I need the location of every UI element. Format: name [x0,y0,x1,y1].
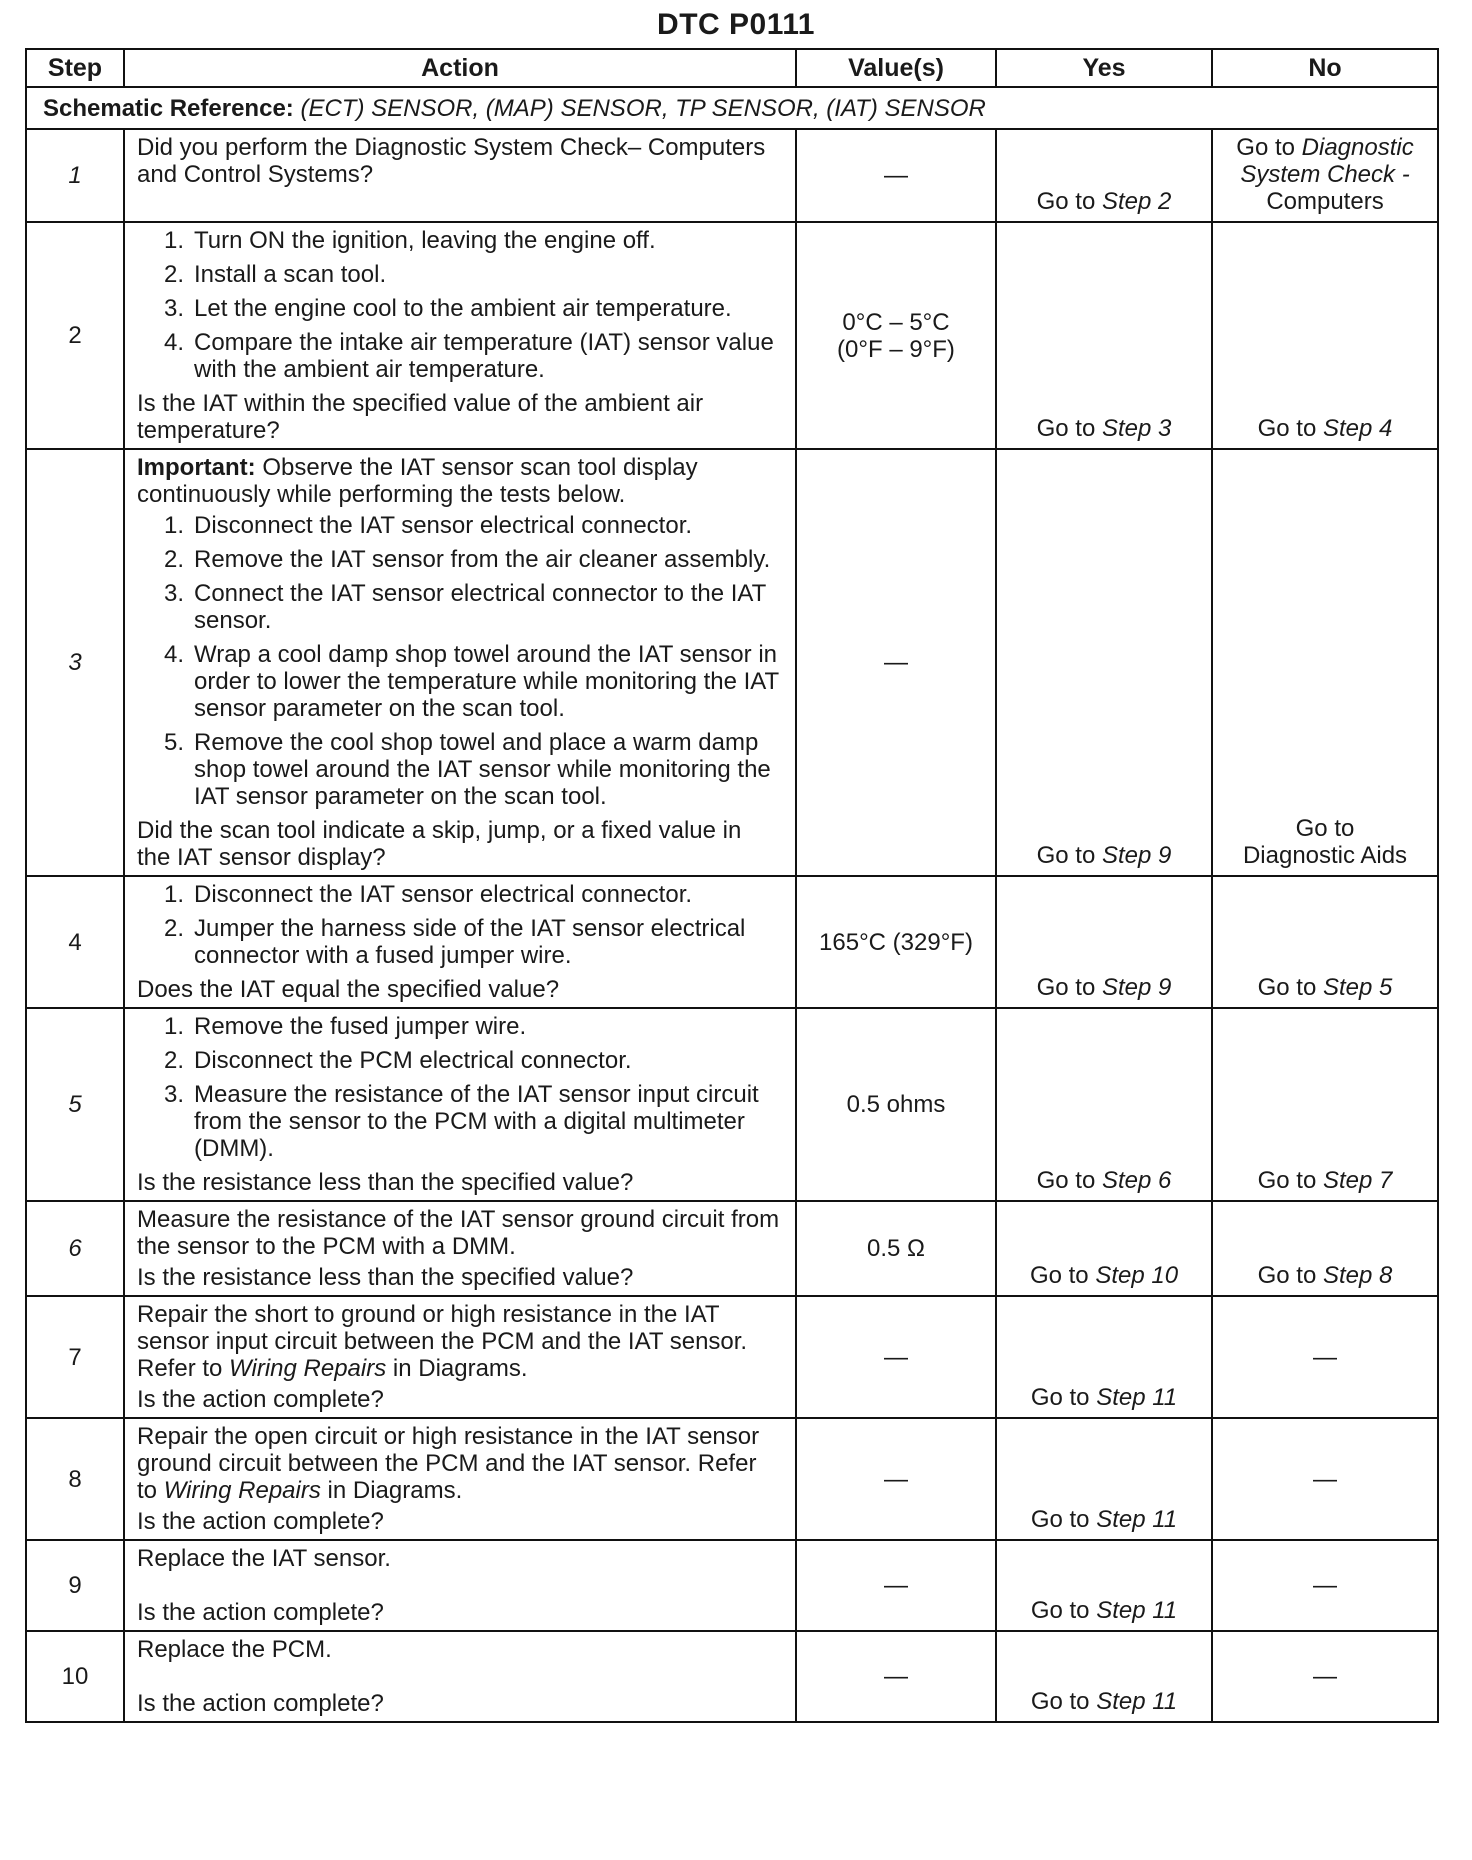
value-cell: — [796,1540,996,1631]
no-cell: Go to Step 8 [1212,1201,1438,1296]
action-text: Did you perform the Diagnostic System Check– Computers and Control Systems? [137,134,766,188]
action-question: Is the IAT within the specified value of the ambient air temperature? [137,390,704,444]
action-cell [124,876,796,1008]
no-link[interactable]: Step 5 [1322,974,1393,1001]
no-cell: Go to Step 4 [1212,222,1438,449]
value-cell: 0.5 Ω [796,1201,996,1296]
important-note: Important: Observe the IAT sensor scan tool display continuously while performing the tests below. [137,454,698,508]
step-number: 2 [26,222,124,449]
no-cell: — [1212,1631,1438,1722]
yes-link[interactable]: Step 6 [1101,1167,1172,1194]
action-cell [124,1296,796,1418]
action-steps: 1. Disconnect the IAT sensor electrical connector. 2. Remove the IAT sensor from the air cleaner assembly. 3. Connect the IAT sensor electrical connector to the IAT sensor. 4. Wrap a cool damp shop towel around the IAT sensor in order to lower the temperature while monitoring the IAT sensor parameter on the scan tool. 5. Remove the cool shop towel and place a warm damp shop towel around the IAT sensor while monitoring the IAT sensor parameter on the scan tool. [163,512,779,810]
table-header-row [26,49,1438,87]
action-cell [124,1631,796,1722]
yes-cell: Go to Step 11 [996,1296,1212,1418]
no-cell: — [1212,1296,1438,1418]
yes-cell: Go to Step 10 [996,1201,1212,1296]
yes-cell: Go to Step 6 [996,1008,1212,1201]
action-steps: 1. Turn ON the ignition, leaving the engine off. 2. Install a scan tool. 3. Let the engine cool to the ambient air temperature. 4. Compare the intake air temperature (IAT) sensor value with the ambient air temperature. [163,227,774,383]
value-cell: — [796,129,996,222]
no-link[interactable]: Diagnostic Aids [1242,842,1408,869]
no-cell: Go to Diagnostic System Check - Computers [1212,129,1438,222]
action-question: Is the action complete? [137,1508,384,1535]
yes-link[interactable]: Step 11 [1096,1384,1178,1411]
table-row [26,222,1438,449]
yes-link[interactable]: Step 10 [1095,1262,1179,1289]
action-question: Is the resistance less than the specified value? [137,1264,634,1291]
table-row [26,1201,1438,1296]
action-question: Is the action complete? [137,1690,384,1717]
action-cell [124,222,796,449]
table-row [26,449,1438,876]
yes-cell: Go to Step 11 [996,1540,1212,1631]
no-cell: Go to Step 5 [1212,876,1438,1008]
table-row [26,129,1438,222]
action-cell [124,1540,796,1631]
yes-link[interactable]: Step 3 [1101,415,1172,442]
no-cell: — [1212,1540,1438,1631]
step-number: 9 [26,1540,124,1631]
action-cell [124,1201,796,1296]
step-number: 1 [26,129,124,222]
action-text: Measure the resistance of the IAT sensor ground circuit from the sensor to the PCM with a DMM. [137,1206,780,1260]
value-cell: — [796,1631,996,1722]
value-cell: 0.5 ohms [796,1008,996,1201]
header-yes: Yes [996,49,1212,87]
header-step: Step [26,49,124,87]
action-text: Repair the open circuit or high resistance in the IAT sensor ground circuit between the PCM and the IAT sensor. Refer to Wiring Repairs in Diagrams. [137,1423,760,1504]
value-cell: — [796,1418,996,1540]
step-number: 6 [26,1201,124,1296]
header-action: Action [124,49,796,87]
action-question: Does the IAT equal the specified value? [137,976,560,1003]
action-text: Replace the PCM. [137,1636,332,1663]
step-number: 3 [26,449,124,876]
action-question: Is the action complete? [137,1599,384,1626]
yes-cell: Go to Step 9 [996,449,1212,876]
no-cell: Go to Diagnostic Aids [1212,449,1438,876]
yes-cell: Go to Step 3 [996,222,1212,449]
step-number: 10 [26,1631,124,1722]
yes-link[interactable]: Step 11 [1096,1506,1178,1533]
value-cell: 0°C – 5°C (0°F – 9°F) [796,222,996,449]
yes-cell: Go to Step 9 [996,876,1212,1008]
yes-link[interactable]: Step 9 [1101,974,1172,1001]
value-cell: — [796,1296,996,1418]
table-row [26,1008,1438,1201]
action-cell [124,129,796,222]
step-number: 8 [26,1418,124,1540]
table-row [26,1296,1438,1418]
value-cell: 165°C (329°F) [796,876,996,1008]
schematic-label: Schematic Reference: [43,94,294,122]
table-row [26,876,1438,1008]
action-question: Did the scan tool indicate a skip, jump, or a fixed value in the IAT sensor display? [137,817,742,871]
no-link[interactable]: Step 8 [1322,1262,1393,1289]
action-question: Is the resistance less than the specified value? [137,1169,634,1196]
schematic-value: (ECT) SENSOR, (MAP) SENSOR, TP SENSOR, (IAT) SENSOR [300,94,986,122]
action-cell [124,1008,796,1201]
value-cell: — [796,449,996,876]
no-link[interactable]: Step 4 [1322,415,1393,442]
no-cell: Go to Step 7 [1212,1008,1438,1201]
action-text: Repair the short to ground or high resistance in the IAT sensor input circuit between the PCM and the IAT sensor. Refer to Wiring Repairs in Diagrams. [137,1301,748,1382]
table-row [26,1540,1438,1631]
no-link[interactable]: Step 7 [1322,1167,1393,1194]
yes-cell: Go to Step 11 [996,1418,1212,1540]
table-row [26,1418,1438,1540]
header-no: No [1212,49,1438,87]
header-values: Value(s) [796,49,996,87]
schematic-reference-row [26,87,1438,129]
table-row [26,1631,1438,1722]
step-number: 7 [26,1296,124,1418]
action-cell [124,449,796,876]
schematic-reference [26,87,1438,129]
no-cell: — [1212,1418,1438,1540]
document-title: DTC P0111 [657,8,815,41]
no-link[interactable]: Diagnostic System Check - [1240,134,1414,188]
action-text: Replace the IAT sensor. [137,1545,391,1572]
yes-link[interactable]: Step 11 [1096,1688,1178,1715]
yes-cell: Go to Step 11 [996,1631,1212,1722]
yes-link[interactable]: Step 2 [1101,188,1172,215]
step-number: 5 [26,1008,124,1201]
action-cell [124,1418,796,1540]
action-steps: 1. Disconnect the IAT sensor electrical connector. 2. Jumper the harness side of the IAT sensor electrical connector with a fused jumper wire. [163,881,746,969]
yes-link[interactable]: Step 9 [1101,842,1172,869]
diagnostic-table [25,48,1439,1723]
yes-cell: Go to Step 2 [996,129,1212,222]
yes-link[interactable]: Step 11 [1096,1597,1178,1624]
action-steps: 1. Remove the fused jumper wire. 2. Disconnect the PCM electrical connector. 3. Measure the resistance of the IAT sensor input circuit from the sensor to the PCM with a digital multimeter (DMM). [163,1013,759,1162]
step-number: 4 [26,876,124,1008]
action-question: Is the action complete? [137,1386,384,1413]
